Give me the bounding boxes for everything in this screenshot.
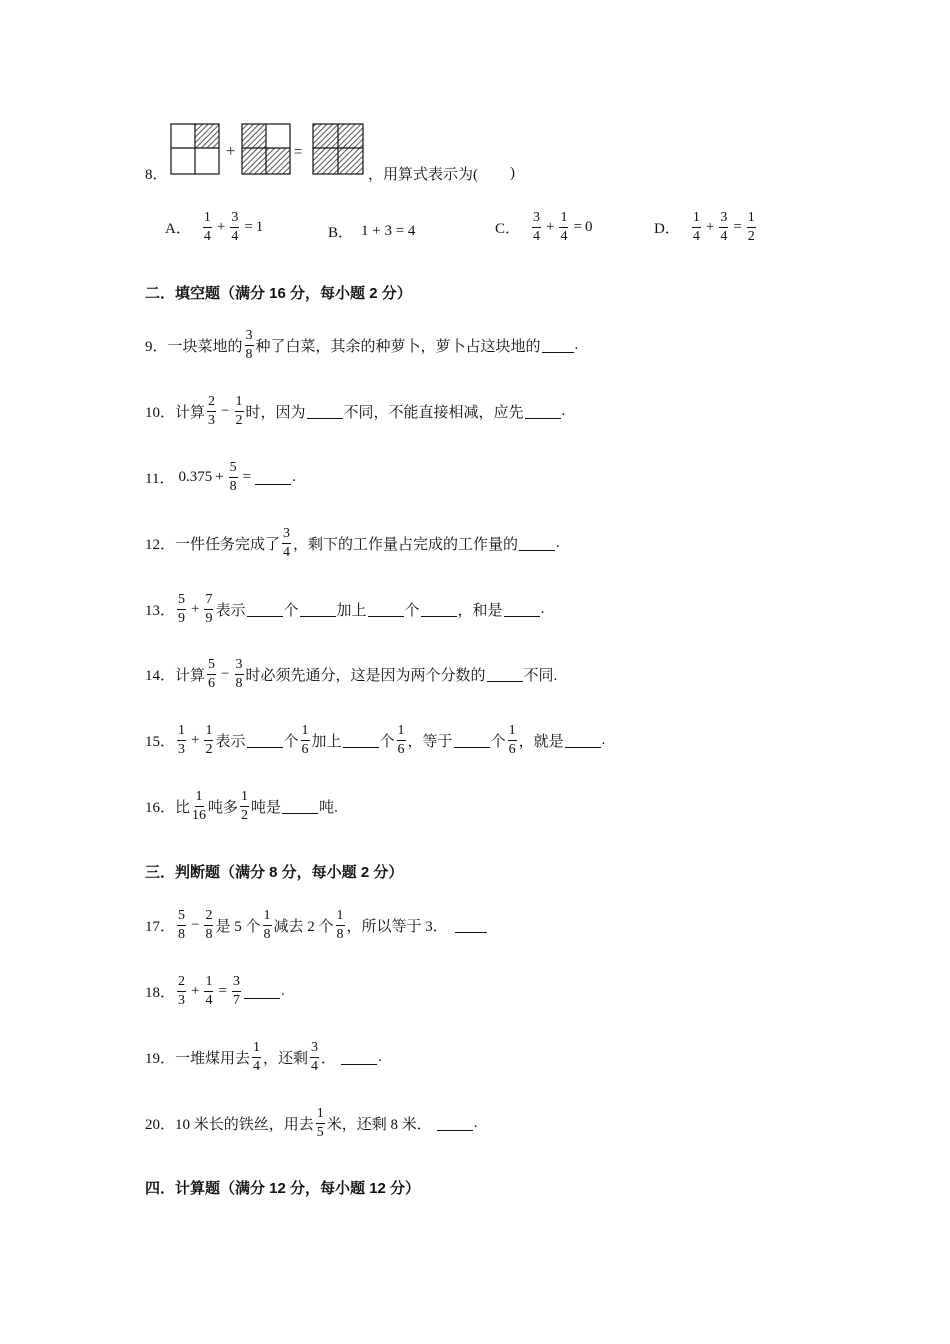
q14: 14． 计算 $\frac{5}{6}$ − $\frac{3}{8}$ 时必须先通分，这是因为两个分数的 不同. xyxy=(145,657,558,691)
fraction: $\frac{3}{4}$ xyxy=(231,210,239,244)
fraction: $\frac{3}{4}$ xyxy=(533,210,541,244)
fraction: $\frac{2}{3}$ xyxy=(178,974,186,1008)
answer-blank[interactable] xyxy=(519,536,555,551)
fraction: $\frac{7}{9}$ xyxy=(205,592,213,626)
fraction: $\frac{1}{6}$ xyxy=(397,723,405,757)
answer-blank[interactable] xyxy=(454,733,490,748)
answer-blank[interactable] xyxy=(255,470,291,485)
section-heading-fill-blank: 二．填空题（满分 16 分，每小题 2 分） xyxy=(145,285,412,302)
fraction: $\frac{5}{9}$ xyxy=(178,592,186,626)
answer-blank[interactable] xyxy=(368,602,404,617)
answer-blank[interactable] xyxy=(455,918,487,933)
plus-sign: + xyxy=(226,143,236,160)
q8-number: 8． xyxy=(145,167,168,183)
fraction: $\frac{5}{6}$ xyxy=(208,657,216,691)
fraction: $\frac{3}{7}$ xyxy=(232,974,240,1008)
q8 xyxy=(145,163,168,184)
fraction: $\frac{3}{4}$ xyxy=(720,210,728,244)
q8-option-d[interactable]: D． $\frac{1}{4}$ + $\frac{3}{4}$ = $\frac{1}{2}$ xyxy=(654,210,755,244)
answer-blank[interactable] xyxy=(247,602,283,617)
fraction: $\frac{1}{2}$ xyxy=(241,789,249,823)
answer-blank[interactable] xyxy=(343,733,379,748)
answer-blank[interactable] xyxy=(487,667,523,682)
q12: 12． 一件任务完成了 $\frac{3}{4}$ ，剩下的工作量占完成的工作量的 . xyxy=(145,526,560,560)
fraction: $\frac{5}{8}$ xyxy=(178,908,186,942)
fraction: $\frac{1}{5}$ xyxy=(316,1106,324,1140)
answer-blank[interactable] xyxy=(341,1050,377,1065)
fraction: $\frac{1}{6}$ xyxy=(301,723,309,757)
q8-prompt: ，用算式表示为( ) xyxy=(368,165,515,183)
fraction: $\frac{1}{6}$ xyxy=(508,723,516,757)
equals-sign: = xyxy=(294,143,303,159)
answer-blank[interactable] xyxy=(437,1116,473,1131)
q8-option-c[interactable]: C． $\frac{3}{4}$ + $\frac{1}{4}$ = 0 xyxy=(495,210,593,244)
fraction: $\frac{1}{2}$ xyxy=(205,723,213,757)
fraction: $\frac{2}{8}$ xyxy=(205,908,213,942)
fraction: $\frac{1}{4}$ xyxy=(205,974,213,1008)
fraction: $\frac{1}{16}$ xyxy=(192,789,207,823)
fraction: $\frac{1}{4}$ xyxy=(560,210,568,244)
q9: 9． 一块菜地的 $\frac{3}{8}$ 种了白菜，其余的种萝卜，萝卜占这块地的 . xyxy=(145,328,579,362)
fraction: $\frac{1}{2}$ xyxy=(235,394,243,428)
answer-blank[interactable] xyxy=(421,602,457,617)
fraction: $\frac{1}{8}$ xyxy=(336,908,344,942)
grid-whole xyxy=(313,124,363,174)
fraction: $\frac{3}{4}$ xyxy=(283,526,291,560)
fraction: $\frac{3}{8}$ xyxy=(245,328,253,362)
fraction: $\frac{1}{4}$ xyxy=(203,210,211,244)
fraction: $\frac{1}{4}$ xyxy=(253,1040,261,1074)
fraction: $\frac{2}{3}$ xyxy=(208,394,216,428)
q8-option-b[interactable]: B． 1 + 3 = 4 xyxy=(328,223,416,241)
q8-option-a[interactable]: A． $\frac{1}{4}$ + $\frac{3}{4}$ = 1 xyxy=(165,210,264,244)
grid-three-quarters xyxy=(242,124,290,174)
fraction: $\frac{1}{3}$ xyxy=(178,723,186,757)
section-heading-calculation: 四．计算题（满分 12 分，每小题 12 分） xyxy=(145,1180,421,1197)
fraction: $\frac{3}{4}$ xyxy=(311,1040,319,1074)
q19: 19． 一堆煤用去 $\frac{1}{4}$ ，还剩 $\frac{3}{4}$ ． . xyxy=(145,1040,382,1074)
q17: 17． $\frac{5}{8}$ − $\frac{2}{8}$ 是 5 个 $\frac{1}{8}$ 减去 2 个 $\frac{1}{8}$ ，所以等于 3． xyxy=(145,909,488,942)
fraction: $\frac{1}{8}$ xyxy=(263,908,271,942)
q16: 16． 比 $\frac{1}{16}$ 吨多 $\frac{1}{2}$ 吨是 吨. xyxy=(145,789,338,823)
q8-fraction-figure xyxy=(170,122,370,178)
answer-blank[interactable] xyxy=(565,733,601,748)
answer-blank[interactable] xyxy=(542,338,574,353)
q13: 13． $\frac{5}{9}$ + $\frac{7}{9}$ 表示 个 加上 个 ，和是 . xyxy=(145,592,545,626)
grid-one-quarter xyxy=(171,124,219,174)
answer-blank[interactable] xyxy=(282,799,318,814)
q20: 20． 10 米长的铁丝，用去 $\frac{1}{5}$ 米，还剩 8 米． . xyxy=(145,1106,478,1140)
q10: 10． 计算 $\frac{2}{3}$ − $\frac{1}{2}$ 时，因为 不同，不能直接相减，应先 . xyxy=(145,394,566,428)
answer-blank[interactable] xyxy=(247,733,283,748)
section-heading-true-false: 三．判断题（满分 8 分，每小题 2 分） xyxy=(145,864,404,881)
answer-blank[interactable] xyxy=(300,602,336,617)
fraction: $\frac{5}{8}$ xyxy=(229,460,237,494)
answer-blank[interactable] xyxy=(307,404,343,419)
fraction: $\frac{1}{2}$ xyxy=(747,210,755,244)
fraction: $\frac{3}{8}$ xyxy=(235,657,243,691)
answer-blank[interactable] xyxy=(525,404,561,419)
answer-blank[interactable] xyxy=(244,984,280,999)
q15: 15． $\frac{1}{3}$ + $\frac{1}{2}$ 表示 个 $\frac{1}{6}$ 加上 个 $\frac{1}{6}$ ，等于 个 $\frac{1}{6}$ ，就是 . xyxy=(145,723,606,757)
answer-blank[interactable] xyxy=(504,602,540,617)
q11: 11． 0.375 + $\frac{5}{8}$ = . xyxy=(145,460,296,494)
fraction: $\frac{1}{4}$ xyxy=(692,210,700,244)
q18: 18． $\frac{2}{3}$ + $\frac{1}{4}$ = $\frac{3}{7}$ . xyxy=(145,974,285,1008)
